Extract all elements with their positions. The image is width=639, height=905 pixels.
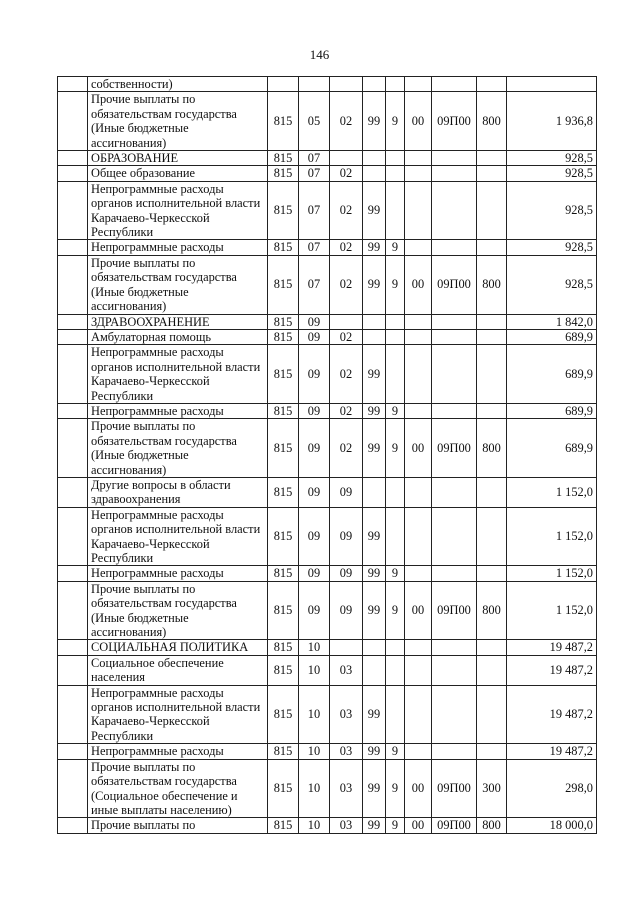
row-index-cell	[58, 759, 88, 818]
table-row	[58, 507, 597, 566]
program-code-cell: 99	[363, 507, 386, 566]
amount-cell: 928,5	[507, 166, 597, 181]
type-code-cell	[477, 240, 507, 255]
type-code-cell	[477, 314, 507, 329]
row-name: Непрограммные расходы органов исполнительной власти Карачаево-Черкесской Республики	[88, 181, 268, 240]
gr-code-cell: 815	[268, 640, 299, 655]
section-code-cell: 09	[299, 314, 330, 329]
program-code-cell: 99	[363, 240, 386, 255]
direction-code-cell: 9	[386, 566, 405, 581]
amount-cell: 1 152,0	[507, 566, 597, 581]
row-index-cell	[58, 345, 88, 404]
table-row	[58, 818, 597, 833]
amount-cell: 928,5	[507, 240, 597, 255]
expense-code-cell: 09П00	[432, 419, 477, 478]
row-index-cell	[58, 403, 88, 418]
table-row	[58, 581, 597, 640]
section-code-cell: 09	[299, 403, 330, 418]
program-code-cell: 99	[363, 759, 386, 818]
amount-cell: 1 842,0	[507, 314, 597, 329]
gr-code-cell: 815	[268, 759, 299, 818]
expense-code-cell	[432, 507, 477, 566]
gr-code-cell: 815	[268, 818, 299, 833]
row-name: СОЦИАЛЬНАЯ ПОЛИТИКА	[88, 640, 268, 655]
section-code-cell: 07	[299, 255, 330, 314]
amount-cell: 689,9	[507, 403, 597, 418]
section-code-cell: 09	[299, 507, 330, 566]
gr-code-cell: 815	[268, 744, 299, 759]
subprogram-code-cell	[405, 403, 432, 418]
row-name: Общее образование	[88, 166, 268, 181]
row-index-cell	[58, 181, 88, 240]
subsection-code-cell: 03	[330, 655, 363, 685]
subprogram-code-cell	[405, 77, 432, 92]
row-index-cell	[58, 566, 88, 581]
type-code-cell	[477, 403, 507, 418]
row-name: Непрограммные расходы	[88, 744, 268, 759]
section-code-cell: 07	[299, 166, 330, 181]
subprogram-code-cell	[405, 151, 432, 166]
subsection-code-cell: 02	[330, 92, 363, 151]
table-row	[58, 314, 597, 329]
row-name: Непрограммные расходы	[88, 240, 268, 255]
subprogram-code-cell: 00	[405, 818, 432, 833]
program-code-cell	[363, 166, 386, 181]
row-name: Прочие выплаты по обязательствам государства (Иные бюджетные ассигнования)	[88, 255, 268, 314]
gr-code-cell: 815	[268, 92, 299, 151]
budget-table-body	[58, 77, 597, 834]
amount-cell: 928,5	[507, 151, 597, 166]
subprogram-code-cell	[405, 655, 432, 685]
type-code-cell	[477, 181, 507, 240]
direction-code-cell	[386, 477, 405, 507]
amount-cell: 19 487,2	[507, 655, 597, 685]
row-index-cell	[58, 655, 88, 685]
table-row	[58, 419, 597, 478]
amount-cell: 689,9	[507, 345, 597, 404]
type-code-cell	[477, 345, 507, 404]
program-code-cell	[363, 477, 386, 507]
amount-cell: 1 152,0	[507, 507, 597, 566]
expense-code-cell	[432, 640, 477, 655]
type-code-cell: 300	[477, 759, 507, 818]
direction-code-cell	[386, 329, 405, 344]
direction-code-cell	[386, 655, 405, 685]
program-code-cell: 99	[363, 419, 386, 478]
type-code-cell	[477, 166, 507, 181]
subsection-code-cell: 02	[330, 419, 363, 478]
amount-cell: 1 936,8	[507, 92, 597, 151]
direction-code-cell	[386, 345, 405, 404]
subsection-code-cell: 03	[330, 818, 363, 833]
subsection-code-cell: 02	[330, 240, 363, 255]
direction-code-cell	[386, 181, 405, 240]
type-code-cell	[477, 477, 507, 507]
gr-code-cell: 815	[268, 566, 299, 581]
expense-code-cell	[432, 566, 477, 581]
subsection-code-cell: 03	[330, 759, 363, 818]
row-name: Прочие выплаты по обязательствам государства (Иные бюджетные ассигнования)	[88, 581, 268, 640]
subsection-code-cell: 02	[330, 345, 363, 404]
row-name: Амбулаторная помощь	[88, 329, 268, 344]
section-code-cell: 09	[299, 581, 330, 640]
direction-code-cell: 9	[386, 92, 405, 151]
row-index-cell	[58, 744, 88, 759]
gr-code-cell: 815	[268, 166, 299, 181]
row-name: Прочие выплаты по обязательствам государства (Иные бюджетные ассигнования)	[88, 92, 268, 151]
program-code-cell: 99	[363, 92, 386, 151]
page-number: 146	[309, 47, 330, 62]
section-code-cell: 07	[299, 240, 330, 255]
subprogram-code-cell	[405, 166, 432, 181]
section-code-cell: 07	[299, 151, 330, 166]
row-name: ЗДРАВООХРАНЕНИЕ	[88, 314, 268, 329]
gr-code-cell: 815	[268, 329, 299, 344]
amount-cell: 298,0	[507, 759, 597, 818]
subprogram-code-cell	[405, 181, 432, 240]
row-index-cell	[58, 166, 88, 181]
direction-code-cell: 9	[386, 240, 405, 255]
table-row	[58, 655, 597, 685]
row-name: Непрограммные расходы	[88, 403, 268, 418]
subprogram-code-cell	[405, 477, 432, 507]
type-code-cell	[477, 507, 507, 566]
program-code-cell: 99	[363, 345, 386, 404]
subsection-code-cell: 09	[330, 566, 363, 581]
subprogram-code-cell	[405, 314, 432, 329]
gr-code-cell: 815	[268, 181, 299, 240]
table-row	[58, 329, 597, 344]
expense-code-cell	[432, 477, 477, 507]
gr-code-cell: 815	[268, 314, 299, 329]
direction-code-cell	[386, 151, 405, 166]
table-row	[58, 151, 597, 166]
row-index-cell	[58, 92, 88, 151]
subprogram-code-cell	[405, 507, 432, 566]
subprogram-code-cell: 00	[405, 581, 432, 640]
section-code-cell: 09	[299, 345, 330, 404]
section-code-cell: 10	[299, 655, 330, 685]
program-code-cell	[363, 77, 386, 92]
table-row	[58, 255, 597, 314]
subsection-code-cell: 09	[330, 477, 363, 507]
amount-cell: 689,9	[507, 419, 597, 478]
type-code-cell	[477, 566, 507, 581]
amount-cell: 18 000,0	[507, 818, 597, 833]
expense-code-cell	[432, 314, 477, 329]
row-name: Непрограммные расходы органов исполнительной власти Карачаево-Черкесской Республики	[88, 345, 268, 404]
section-code-cell: 10	[299, 759, 330, 818]
row-index-cell	[58, 329, 88, 344]
program-code-cell	[363, 151, 386, 166]
expense-code-cell	[432, 744, 477, 759]
gr-code-cell: 815	[268, 419, 299, 478]
row-name: Социальное обеспечение населения	[88, 655, 268, 685]
type-code-cell	[477, 744, 507, 759]
type-code-cell: 800	[477, 581, 507, 640]
subprogram-code-cell	[405, 240, 432, 255]
expense-code-cell	[432, 329, 477, 344]
expense-code-cell	[432, 151, 477, 166]
direction-code-cell	[386, 77, 405, 92]
gr-code-cell: 815	[268, 477, 299, 507]
direction-code-cell	[386, 685, 405, 744]
amount-cell	[507, 77, 597, 92]
amount-cell: 1 152,0	[507, 477, 597, 507]
program-code-cell	[363, 640, 386, 655]
row-name: Непрограммные расходы органов исполнительной власти Карачаево-Черкесской Республики	[88, 685, 268, 744]
gr-code-cell: 815	[268, 581, 299, 640]
expense-code-cell	[432, 685, 477, 744]
subsection-code-cell: 03	[330, 744, 363, 759]
expense-code-cell: 09П00	[432, 92, 477, 151]
direction-code-cell: 9	[386, 403, 405, 418]
amount-cell: 1 152,0	[507, 581, 597, 640]
section-code-cell	[299, 77, 330, 92]
table-row	[58, 744, 597, 759]
expense-code-cell	[432, 77, 477, 92]
section-code-cell: 10	[299, 685, 330, 744]
type-code-cell: 800	[477, 419, 507, 478]
row-name: Прочие выплаты по обязательствам государства (Социальное обеспечение и иные выплаты населению)	[88, 759, 268, 818]
subsection-code-cell: 02	[330, 255, 363, 314]
subsection-code-cell	[330, 151, 363, 166]
expense-code-cell: 09П00	[432, 818, 477, 833]
subsection-code-cell: 02	[330, 403, 363, 418]
section-code-cell: 05	[299, 92, 330, 151]
row-name: ОБРАЗОВАНИЕ	[88, 151, 268, 166]
gr-code-cell: 815	[268, 151, 299, 166]
gr-code-cell: 815	[268, 345, 299, 404]
type-code-cell	[477, 640, 507, 655]
subsection-code-cell: 02	[330, 181, 363, 240]
table-row	[58, 92, 597, 151]
expense-code-cell	[432, 345, 477, 404]
section-code-cell: 10	[299, 818, 330, 833]
subsection-code-cell: 09	[330, 581, 363, 640]
section-code-cell: 09	[299, 329, 330, 344]
row-name: Прочие выплаты по	[88, 818, 268, 833]
subsection-code-cell	[330, 640, 363, 655]
row-name: Непрограммные расходы органов исполнительной власти Карачаево-Черкесской Республики	[88, 507, 268, 566]
subsection-code-cell: 02	[330, 329, 363, 344]
row-index-cell	[58, 240, 88, 255]
type-code-cell: 800	[477, 92, 507, 151]
subsection-code-cell: 02	[330, 166, 363, 181]
row-index-cell	[58, 640, 88, 655]
subprogram-code-cell: 00	[405, 419, 432, 478]
subsection-code-cell: 03	[330, 685, 363, 744]
program-code-cell: 99	[363, 566, 386, 581]
gr-code-cell	[268, 77, 299, 92]
gr-code-cell: 815	[268, 507, 299, 566]
table-row	[58, 759, 597, 818]
program-code-cell: 99	[363, 744, 386, 759]
section-code-cell: 10	[299, 640, 330, 655]
direction-code-cell	[386, 507, 405, 566]
direction-code-cell: 9	[386, 759, 405, 818]
row-index-cell	[58, 581, 88, 640]
gr-code-cell: 815	[268, 685, 299, 744]
program-code-cell: 99	[363, 255, 386, 314]
row-index-cell	[58, 151, 88, 166]
expense-code-cell: 09П00	[432, 255, 477, 314]
subprogram-code-cell	[405, 329, 432, 344]
subprogram-code-cell	[405, 744, 432, 759]
expense-code-cell	[432, 166, 477, 181]
expense-code-cell	[432, 655, 477, 685]
direction-code-cell: 9	[386, 581, 405, 640]
table-row	[58, 403, 597, 418]
row-index-cell	[58, 818, 88, 833]
type-code-cell	[477, 655, 507, 685]
expense-code-cell	[432, 403, 477, 418]
expense-code-cell	[432, 181, 477, 240]
table-row	[58, 685, 597, 744]
type-code-cell: 800	[477, 818, 507, 833]
gr-code-cell: 815	[268, 240, 299, 255]
direction-code-cell: 9	[386, 419, 405, 478]
subsection-code-cell	[330, 314, 363, 329]
direction-code-cell	[386, 166, 405, 181]
direction-code-cell: 9	[386, 744, 405, 759]
subprogram-code-cell	[405, 566, 432, 581]
subsection-code-cell: 09	[330, 507, 363, 566]
row-index-cell	[58, 314, 88, 329]
amount-cell: 19 487,2	[507, 685, 597, 744]
program-code-cell: 99	[363, 818, 386, 833]
direction-code-cell	[386, 314, 405, 329]
table-row	[58, 640, 597, 655]
subprogram-code-cell: 00	[405, 92, 432, 151]
gr-code-cell: 815	[268, 655, 299, 685]
expense-code-cell: 09П00	[432, 581, 477, 640]
type-code-cell: 800	[477, 255, 507, 314]
amount-cell: 19 487,2	[507, 640, 597, 655]
type-code-cell	[477, 151, 507, 166]
subprogram-code-cell: 00	[405, 255, 432, 314]
amount-cell: 19 487,2	[507, 744, 597, 759]
row-name: собственности)	[88, 77, 268, 92]
row-index-cell	[58, 77, 88, 92]
program-code-cell: 99	[363, 581, 386, 640]
type-code-cell	[477, 77, 507, 92]
table-row	[58, 566, 597, 581]
table-row	[58, 181, 597, 240]
type-code-cell	[477, 685, 507, 744]
amount-cell: 928,5	[507, 181, 597, 240]
subprogram-code-cell: 00	[405, 759, 432, 818]
type-code-cell	[477, 329, 507, 344]
gr-code-cell: 815	[268, 255, 299, 314]
row-index-cell	[58, 477, 88, 507]
program-code-cell	[363, 314, 386, 329]
section-code-cell: 09	[299, 477, 330, 507]
program-code-cell	[363, 655, 386, 685]
direction-code-cell	[386, 640, 405, 655]
subprogram-code-cell	[405, 685, 432, 744]
table-row	[58, 77, 597, 92]
direction-code-cell: 9	[386, 255, 405, 314]
program-code-cell: 99	[363, 685, 386, 744]
amount-cell: 689,9	[507, 329, 597, 344]
section-code-cell: 09	[299, 566, 330, 581]
budget-table	[57, 76, 597, 834]
section-code-cell: 07	[299, 181, 330, 240]
row-index-cell	[58, 507, 88, 566]
row-name: Непрограммные расходы	[88, 566, 268, 581]
table-row	[58, 166, 597, 181]
row-name: Другие вопросы в области здравоохранения	[88, 477, 268, 507]
gr-code-cell: 815	[268, 403, 299, 418]
row-name: Прочие выплаты по обязательствам государства (Иные бюджетные ассигнования)	[88, 419, 268, 478]
program-code-cell: 99	[363, 181, 386, 240]
table-row	[58, 240, 597, 255]
row-index-cell	[58, 685, 88, 744]
table-row	[58, 345, 597, 404]
program-code-cell: 99	[363, 403, 386, 418]
row-index-cell	[58, 419, 88, 478]
direction-code-cell: 9	[386, 818, 405, 833]
expense-code-cell: 09П00	[432, 759, 477, 818]
expense-code-cell	[432, 240, 477, 255]
subsection-code-cell	[330, 77, 363, 92]
subprogram-code-cell	[405, 345, 432, 404]
section-code-cell: 10	[299, 744, 330, 759]
amount-cell: 928,5	[507, 255, 597, 314]
table-row	[58, 477, 597, 507]
row-index-cell	[58, 255, 88, 314]
section-code-cell: 09	[299, 419, 330, 478]
program-code-cell	[363, 329, 386, 344]
subprogram-code-cell	[405, 640, 432, 655]
